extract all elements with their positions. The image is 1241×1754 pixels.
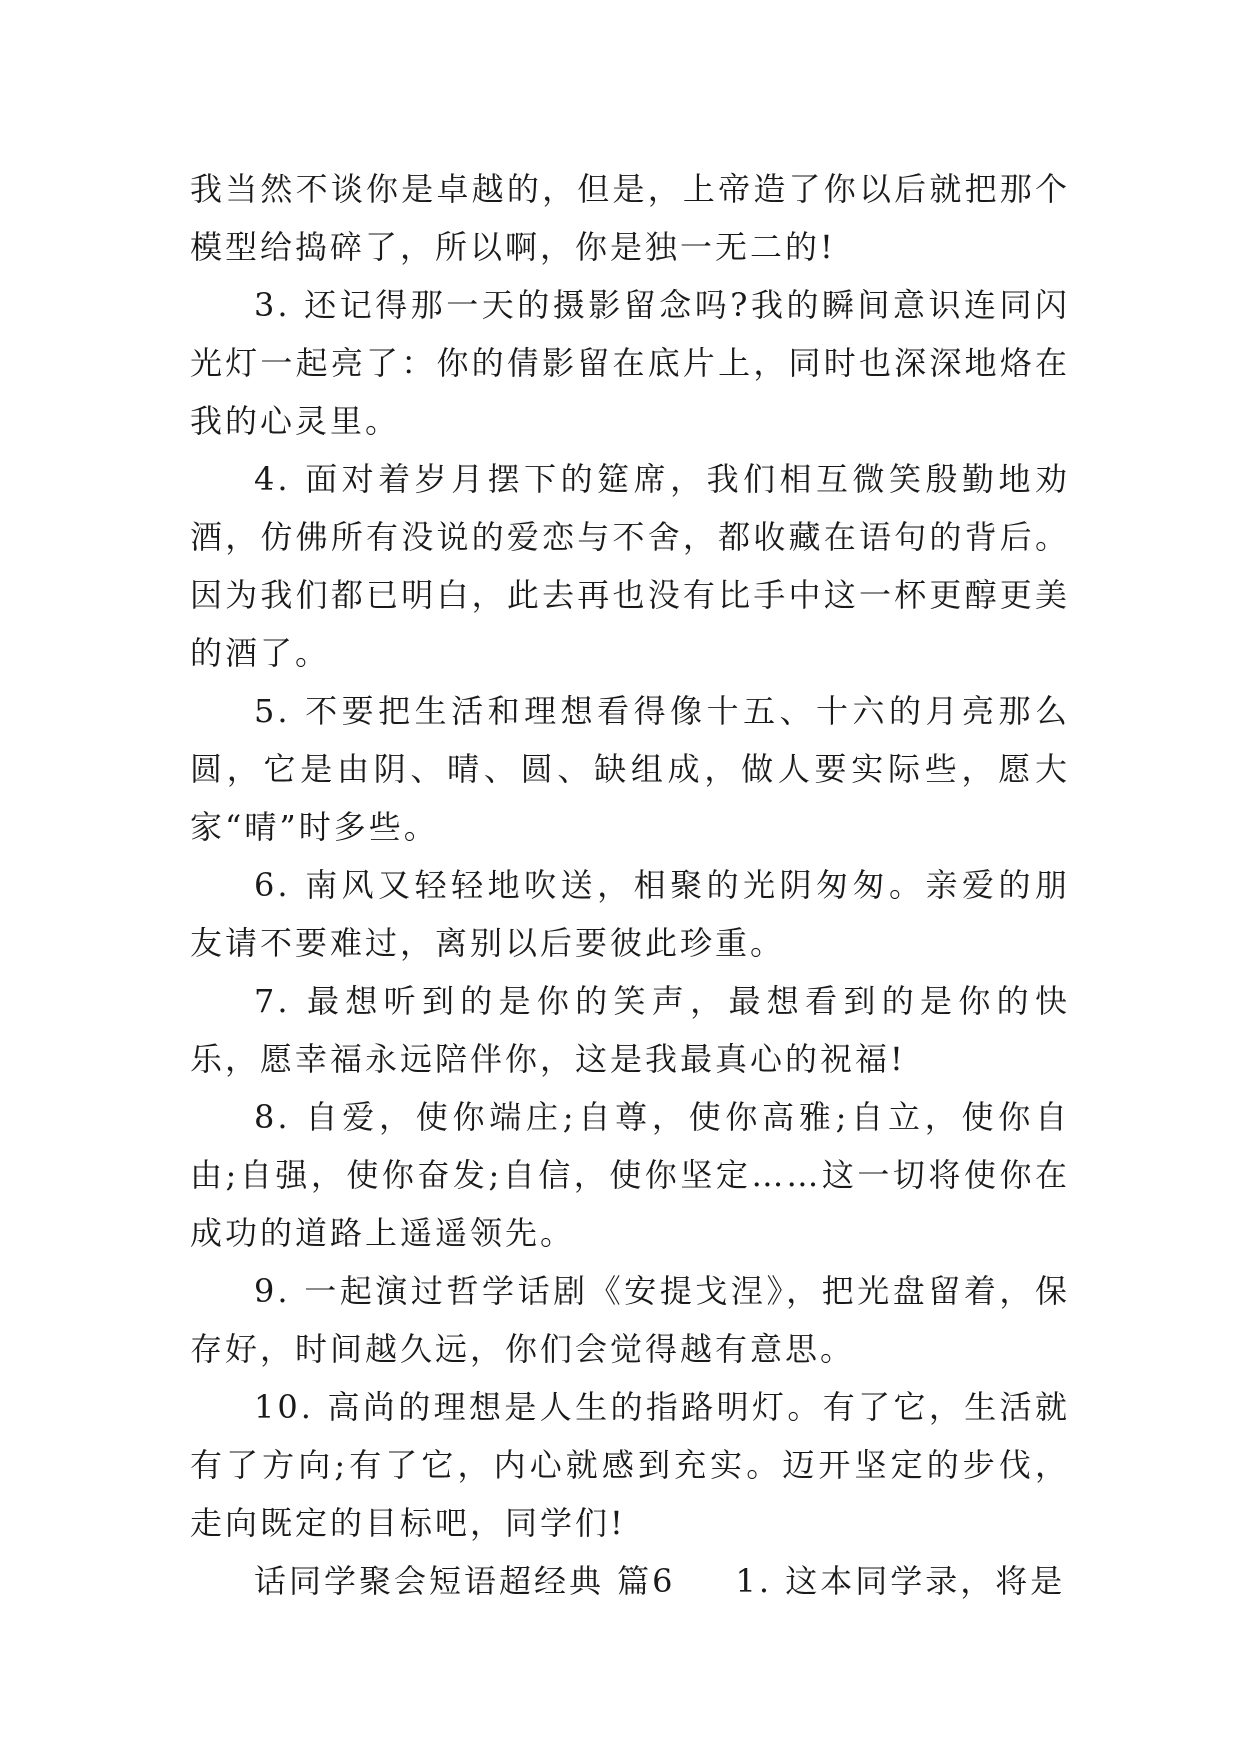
paragraph-item-4: 4. 面对着岁月摆下的筵席，我们相互微笑殷勤地劝酒，仿佛所有没说的爱恋与不舍，都收藏在语句的背后。因为我们都已明白，此去再也没有比手中这一杯更醇更美的酒了。 xyxy=(190,460,1070,672)
paragraph-item-6: 6. 南风又轻轻地吹送，相聚的光阴匆匆。亲爱的朋友请不要难过，离别以后要彼此珍重。 xyxy=(190,866,1070,962)
paragraph-item-9: 9. 一起演过哲学话剧《安提戈涅》，把光盘留着，保存好，时间越久远，你们会觉得越有意思。 xyxy=(190,1272,1070,1368)
document-page xyxy=(190,160,1070,1610)
section-heading-line xyxy=(190,1552,1070,1610)
paragraph-item-5: 5. 不要把生活和理想看得像十五、十六的月亮那么圆，它是由阴、晴、圆、缺组成，做人要实际些，愿大家“晴”时多些。 xyxy=(190,692,1070,846)
paragraph-item-8: 8. 自爱，使你端庄;自尊，使你高雅;自立，使你自由;自强，使你奋发;自信，使你坚定……这一切将使你在成功的道路上遥遥领先。 xyxy=(190,1098,1070,1252)
paragraph-item-3: 3. 还记得那一天的摄影留念吗?我的瞬间意识连同闪光灯一起亮了：你的倩影留在底片上，同时也深深地烙在我的心灵里。 xyxy=(190,286,1070,440)
section-heading: 话同学聚会短语超经典 篇6 xyxy=(254,1562,676,1600)
section-first-item: 1. 这本同学录，将是 xyxy=(735,1562,1066,1600)
paragraph-item-10: 10. 高尚的理想是人生的指路明灯。有了它，生活就有了方向;有了它，内心就感到充实。迈开坚定的步伐，走向既定的目标吧，同学们! xyxy=(190,1388,1070,1542)
paragraph-continuation: 我当然不谈你是卓越的，但是，上帝造了你以后就把那个模型给捣碎了，所以啊，你是独一无二的! xyxy=(190,170,1070,266)
paragraph-item-7: 7. 最想听到的是你的笑声，最想看到的是你的快乐，愿幸福永远陪伴你，这是我最真心的祝福! xyxy=(190,982,1070,1078)
